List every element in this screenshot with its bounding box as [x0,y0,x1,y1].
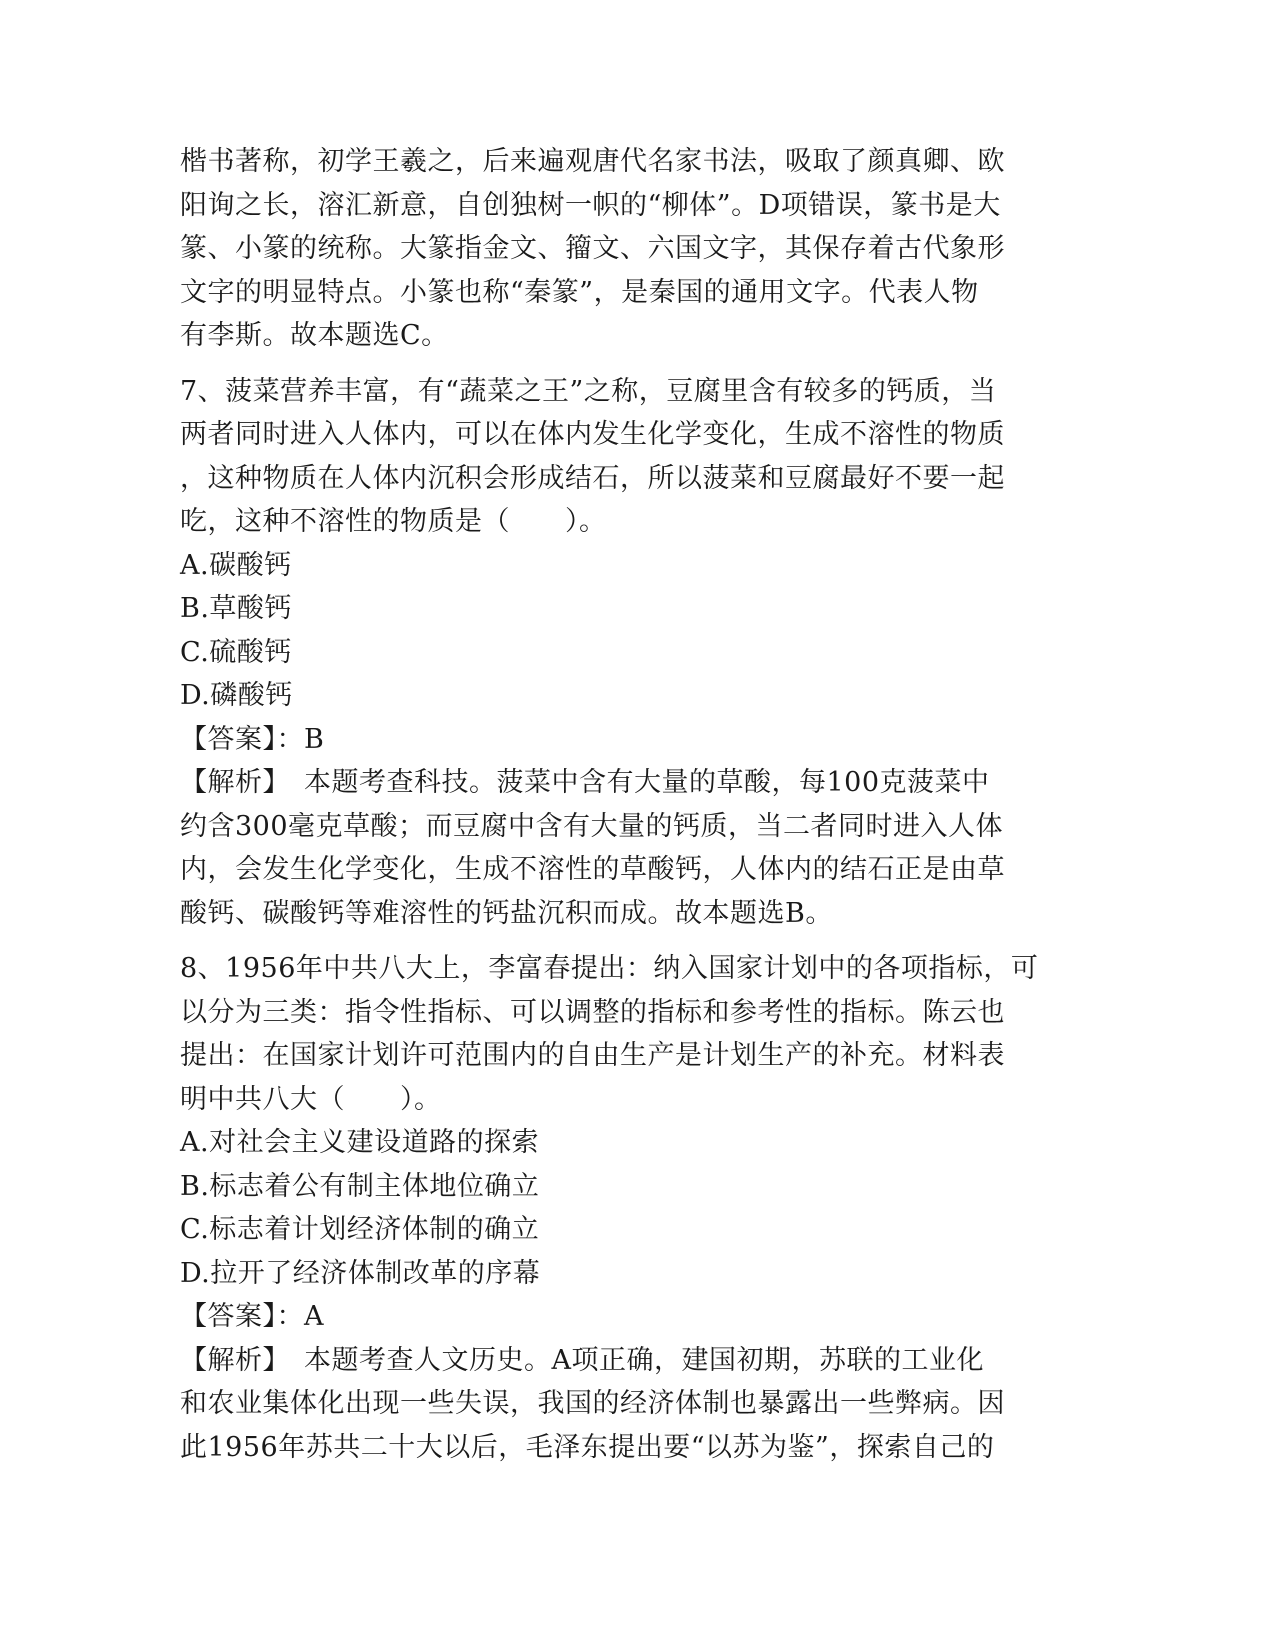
text-line: 此1956年苏共二十大以后，毛泽东提出要“以苏为鉴”，探索自己的 [180,1431,995,1463]
text-line: 【解析】 本题考查人文历史。A项正确，建国初期，苏联的工业化 [180,1344,984,1376]
text-line: 明中共八大（ ）。 [180,1083,442,1115]
option-c: C.硫酸钙 [180,636,292,668]
text-line: 【解析】 本题考查科技。菠菜中含有大量的草酸，每100克菠菜中 [180,767,990,798]
option-b: B.草酸钙 [180,593,292,624]
question-8-options [180,1121,1060,1295]
text-line: 楷书著称，初学王羲之，后来遍观唐代名家书法，吸取了颜真卿、欧 [180,146,1005,177]
text-line: 吃，这种不溶性的物质是（ ）。 [180,506,607,537]
text-line: 提出：在国家计划许可范围内的自由生产是计划生产的补充。材料表 [180,1040,1005,1071]
option-d: D.拉开了经济体制改革的序幕 [180,1257,541,1289]
text-line: 内，会发生化学变化，生成不溶性的草酸钙，人体内的结石正是由草 [180,854,1005,885]
text-line: 阳询之长，溶汇新意，自创独树一帜的“柳体”。D项错误，篆书是大 [180,189,1001,221]
text-line: 约含300毫克草酸；而豆腐中含有大量的钙质，当二者同时进入人体 [180,810,1004,842]
text-line: 8、1956年中共八大上，李富春提出：纳入国家计划中的各项指标，可 [180,953,1039,984]
text-line: ，这种物质在人体内沉积会形成结石，所以菠菜和豆腐最好不要一起 [180,462,1005,494]
text-line: 文字的明显特点。小篆也称“秦篆”，是秦国的通用文字。代表人物 [180,276,979,308]
question-8-analysis [180,1339,1060,1470]
option-a: A.碳酸钙 [180,549,292,581]
text-line: 7、菠菜营养丰富，有“蔬菜之王”之称，豆腐里含有较多的钙质，当 [180,375,997,407]
text-line: 篆、小篆的统称。大篆指金文、籀文、六国文字，其保存着古代象形 [180,233,1005,264]
document-page [180,140,1060,1469]
option-a: A.对社会主义建设道路的探索 [180,1127,540,1158]
prev-question-explanation [180,140,1060,358]
question-7 [180,370,1060,936]
option-b: B.标志着公有制主体地位确立 [180,1170,540,1202]
text-line: 酸钙、碳酸钙等难溶性的钙盐沉积而成。故本题选B。 [180,897,833,929]
question-7-answer: 【答案】：B [180,723,325,755]
question-7-stem [180,370,1060,544]
text-line: 和农业集体化出现一些失误，我国的经济体制也暴露出一些弊病。因 [180,1388,1005,1419]
option-c: C.标志着计划经济体制的确立 [180,1214,540,1245]
question-8 [180,947,1060,1469]
question-8-stem [180,947,1060,1121]
question-8-answer: 【答案】：A [180,1301,324,1332]
text-line: 以分为三类：指令性指标、可以调整的指标和参考性的指标。陈云也 [180,996,1005,1028]
text-line: 有李斯。故本题选C。 [180,320,449,351]
paragraph-gap [180,935,1060,947]
text-line: 两者同时进入人体内，可以在体内发生化学变化，生成不溶性的物质 [180,419,1005,450]
paragraph-gap [180,358,1060,370]
question-7-analysis [180,761,1060,935]
option-d: D.磷酸钙 [180,680,293,711]
question-7-options [180,544,1060,718]
